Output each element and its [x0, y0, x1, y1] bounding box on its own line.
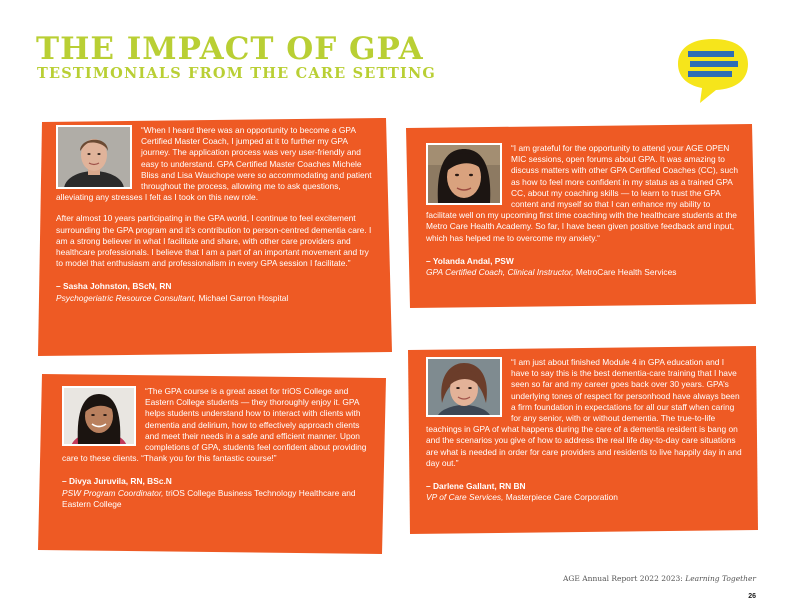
page-title: THE IMPACT OF GPA [36, 31, 424, 67]
testimonial-card-yolanda [404, 122, 756, 308]
author-name: – Darlene Gallant, RN BN [426, 481, 526, 492]
author-name: – Sasha Johnston, BScN, RN [56, 281, 172, 292]
testimonial-card-darlene [406, 346, 758, 534]
portrait-photo-yolanda [426, 143, 502, 205]
page-number: 26 [748, 593, 756, 600]
author-role: Psychogeriatric Resource Consultant, Michael Garron Hospital [56, 292, 289, 303]
author-name: – Yolanda Andal, PSW [426, 255, 514, 266]
author-role: GPA Certified Coach, Clinical Instructor, MetroCare Health Services [426, 267, 677, 278]
speech-bubble-icon [676, 36, 750, 106]
testimonial-paragraph: “The GPA course is a great asset for triOS College and Eastern College students — they thoroughly enjoy it. GPA helps students understand how to interact with clients with dementia and delirium, how to effectively approach clients and meet their needs in a safe and efficient manner. Upon completions of GPA, students feel confident about providing care to these clients. “Thank you for this fantastic course!” [62, 386, 367, 464]
testimonial-paragraph: “I am grateful for the opportunity to attend your AGE OPEN MIC sessions, open forums about GPA. It was amazing to discuss matters with other GPA Certified Coaches (CC), such as how to feel more confident in my status as a trained GPA CC, about my coaching skills — to learn to trust the GPA content and myself so that I can enhance my ability to facilitate well on my upcoming first time coaching with the healthcare students at the Metro Care Health Academy. So far, I have been given positive feedback and input, which has helped me to overcome my anxiety.“ [426, 143, 738, 243]
testimonial-paragraph: “When I heard there was an opportunity to become a GPA Certified Master Coach, I jumped at it to further my GPA journey. The application process was very user-friendly and easy to understand. GPA Certified Master Coaches Michele Bliss and Lisa Wauchope were so accommodating and patient throughout the process, allowing me to ask questions, alleviating any stresses I felt as I took on this new role. [56, 125, 372, 203]
author-role: VP of Care Services, Masterpiece Care Corporation [426, 492, 618, 503]
portrait-photo-divya [62, 386, 136, 446]
testimonial-card-divya [38, 372, 386, 554]
portrait-photo-darlene [426, 357, 502, 417]
testimonial-paragraph: After almost 10 years participating in the GPA world, I continue to feel excitement surrounding the GPA program and it’s contribution to person-centred dementia care. I am a strong believer in what I facilitate and share, with other care providers and healthcare professionals. I believe that I am a part of an important movement and try to model that enthusiasm and professionalism in every GPA session I facilitate.” [56, 213, 372, 269]
page-footer: AGE Annual Report 2022 2023: Learning Together [562, 574, 756, 583]
author-name: – Divya Juruvila, RN, BSc.N [62, 476, 172, 487]
portrait-photo-sasha [56, 125, 132, 189]
testimonial-paragraph: “I am just about finished Module 4 in GPA education and I have to say this is the best dementia-care training that I have seen so far and my career goes back over 30 years. GPA’s underlying tones of respect for personhood have always been a firm foundation in expectations for all our staff when caring for any senior, with or without dementia. The true-to-life teachings in GPA of what happens during the care of a dementia resident is bang on and the scenarios you give of how to address the real life day-to-day care situations are what is needed in order for care providers and residents to live happily day in and day out.” [426, 357, 742, 468]
author-role: PSW Program Coordinator, triOS College Business Technology Healthcare and Eastern College [62, 487, 356, 509]
testimonial-card-sasha [36, 116, 392, 356]
page-subtitle: TESTIMONIALS FROM THE CARE SETTING [37, 65, 436, 82]
